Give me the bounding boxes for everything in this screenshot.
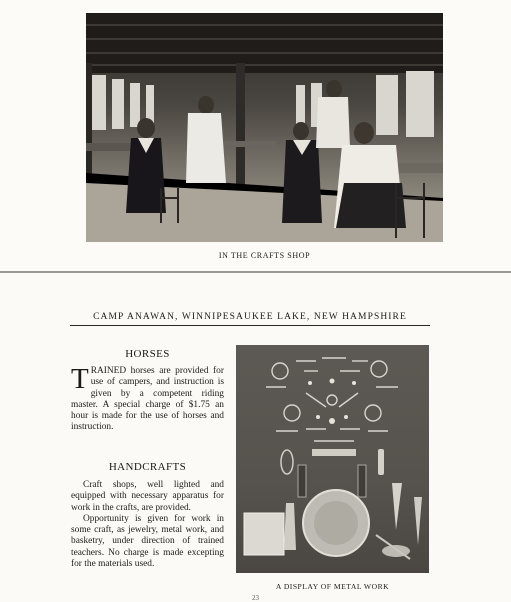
horses-body: RAINED horses are provided for use of campers, and instruction is given by a competent riding master. A special charge of $1.75 an hour is made for the use of horses and instruction. <box>71 366 224 433</box>
horses-heading: HORSES <box>125 348 170 360</box>
horses-paragraph <box>71 363 224 434</box>
handcrafts-text <box>71 480 224 570</box>
running-head: CAMP ANAWAN, WINNIPESAUKEE LAKE, NEW HAMPSHIRE <box>93 312 407 322</box>
drop-cap: T <box>71 363 89 395</box>
handcrafts-heading: HANDCRAFTS <box>108 461 187 473</box>
crafts-shop-photo <box>86 13 443 242</box>
handcrafts-paragraph-2: Opportunity is given for work in some craft, as jewelry, metal work, and basketry, under direction of trained teachers. No charge is made excepting for the materials used. <box>71 513 224 570</box>
handcrafts-paragraph-1: Craft shops, well lighted and equipped with necessary apparatus for work in the crafts, are provided. <box>71 480 224 513</box>
page-number: 23 <box>252 594 259 602</box>
header-rule <box>70 325 430 326</box>
crafts-shop-caption: IN THE CRAFTS SHOP <box>218 251 311 260</box>
metal-work-caption: A DISPLAY OF METAL WORK <box>275 582 390 591</box>
metal-work-photo <box>236 345 429 573</box>
